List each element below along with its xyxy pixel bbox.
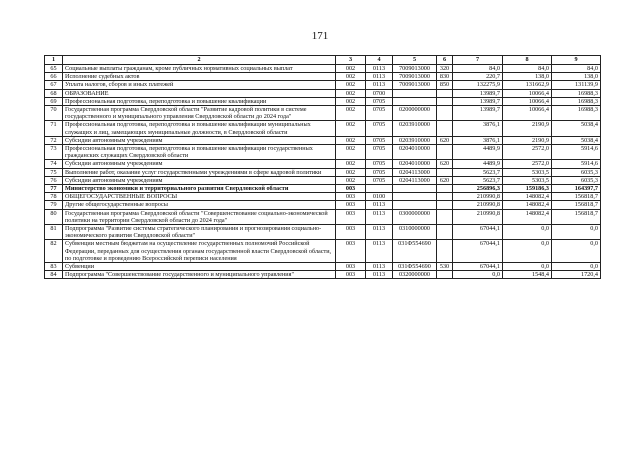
code-admin-cell: 003	[336, 240, 366, 263]
row-number-cell: 73	[45, 145, 63, 160]
row-name-cell: Субвенции местным бюджетам на осуществление государственных полномочий Российской Федерации, переданных для осуществления органам государственной власти Свердловской области, по подготовке и проведению Всероссийской переписи населения	[63, 240, 336, 263]
amount-year-1-cell: 220,7	[453, 73, 503, 81]
amount-year-3-cell: 5038,4	[552, 136, 601, 144]
amount-year-3-cell: 16988,3	[552, 106, 601, 121]
code-target-cell	[393, 201, 437, 209]
code-expense-cell	[437, 209, 453, 224]
table-row	[45, 263, 601, 271]
row-name-cell: Другие общегосударственные вопросы	[63, 201, 336, 209]
amount-year-1-cell: 3876,1	[453, 121, 503, 136]
row-number-cell: 67	[45, 81, 63, 89]
code-section-cell	[366, 185, 393, 193]
amount-year-2-cell: 5303,5	[503, 176, 552, 184]
code-expense-cell	[437, 225, 453, 240]
table-row	[45, 160, 601, 168]
amount-year-3-cell: 6035,3	[552, 168, 601, 176]
amount-year-3-cell: 131139,9	[552, 81, 601, 89]
amount-year-1-cell: 132275,9	[453, 81, 503, 89]
code-section-cell: 0113	[366, 271, 393, 279]
amount-year-3-cell: 156818,7	[552, 193, 601, 201]
code-section-cell: 0705	[366, 168, 393, 176]
row-name-cell: Государственная программа Свердловской области "Развитие кадровой политики в системе государственного и муниципального управления Свердловской области до 2024 года"	[63, 106, 336, 121]
code-admin-cell: 003	[336, 185, 366, 193]
code-expense-cell	[437, 97, 453, 105]
row-number-cell: 77	[45, 185, 63, 193]
code-admin-cell: 002	[336, 145, 366, 160]
amount-year-3-cell: 156818,7	[552, 201, 601, 209]
amount-year-3-cell: 5914,6	[552, 160, 601, 168]
row-name-cell: Министерство экономики и территориального развития Свердловской области	[63, 185, 336, 193]
code-section-cell: 0113	[366, 209, 393, 224]
code-expense-cell	[437, 121, 453, 136]
code-admin-cell: 002	[336, 136, 366, 144]
amount-year-1-cell: 13989,7	[453, 89, 503, 97]
code-section-cell: 0705	[366, 145, 393, 160]
amount-year-2-cell: 5303,5	[503, 168, 552, 176]
row-number-cell: 76	[45, 176, 63, 184]
code-target-cell: 0204113000	[393, 168, 437, 176]
amount-year-2-cell: 148082,4	[503, 209, 552, 224]
code-expense-cell	[437, 89, 453, 97]
amount-year-3-cell: 16988,3	[552, 89, 601, 97]
code-target-cell: 0203910000	[393, 136, 437, 144]
code-target-cell: 0204010000	[393, 160, 437, 168]
code-admin-cell: 003	[336, 225, 366, 240]
code-expense-cell	[437, 185, 453, 193]
amount-year-3-cell: 164397,7	[552, 185, 601, 193]
code-target-cell: 7009013000	[393, 73, 437, 81]
amount-year-2-cell: 148082,4	[503, 201, 552, 209]
code-section-cell: 0705	[366, 160, 393, 168]
table-row	[45, 168, 601, 176]
code-section-cell: 0705	[366, 106, 393, 121]
amount-year-1-cell: 67044,1	[453, 225, 503, 240]
code-section-cell: 0113	[366, 201, 393, 209]
amount-year-1-cell: 210990,8	[453, 201, 503, 209]
amount-year-2-cell: 2572,0	[503, 145, 552, 160]
table-row	[45, 73, 601, 81]
row-number-cell: 79	[45, 201, 63, 209]
table-row	[45, 106, 601, 121]
table-row	[45, 209, 601, 224]
table-row	[45, 193, 601, 201]
table-row	[45, 225, 601, 240]
amount-year-2-cell: 0,0	[503, 263, 552, 271]
row-number-cell: 80	[45, 209, 63, 224]
code-target-cell	[393, 185, 437, 193]
code-admin-cell: 002	[336, 121, 366, 136]
amount-year-3-cell: 6035,3	[552, 176, 601, 184]
code-section-cell: 0113	[366, 65, 393, 73]
amount-year-1-cell: 5623,7	[453, 176, 503, 184]
code-expense-cell	[437, 168, 453, 176]
code-admin-cell: 003	[336, 271, 366, 279]
table-row	[45, 240, 601, 263]
amount-year-2-cell: 159186,3	[503, 185, 552, 193]
row-name-cell: Подпрограмма "Развитие системы стратегического планирования и прогнозирования социально-экономического развития Свердловской области"	[63, 225, 336, 240]
row-name-cell: Профессиональная подготовка, переподготовка и повышение квалификации государственных гражданских служащих Свердловской области	[63, 145, 336, 160]
row-number-cell: 70	[45, 106, 63, 121]
amount-year-1-cell: 13989,7	[453, 106, 503, 121]
code-expense-cell: 850	[437, 81, 453, 89]
row-name-cell: Социальные выплаты гражданам, кроме публичных нормативных социальных выплат	[63, 65, 336, 73]
code-expense-cell: 620	[437, 176, 453, 184]
code-expense-cell	[437, 271, 453, 279]
amount-year-1-cell: 4489,9	[453, 145, 503, 160]
amount-year-2-cell: 148082,4	[503, 193, 552, 201]
code-section-cell: 0705	[366, 97, 393, 105]
code-section-cell: 0113	[366, 240, 393, 263]
code-target-cell: 0204113000	[393, 176, 437, 184]
amount-year-2-cell: 1548,4	[503, 271, 552, 279]
code-expense-cell	[437, 106, 453, 121]
row-number-cell: 83	[45, 263, 63, 271]
amount-year-3-cell: 138,0	[552, 73, 601, 81]
table-row	[45, 176, 601, 184]
code-target-cell: 031Ф554690	[393, 263, 437, 271]
row-name-cell: Профессиональная подготовка, переподготовка и повышение квалификации муниципальных служащих и лиц, замещающих муниципальные должности, в Свердловской области	[63, 121, 336, 136]
amount-year-1-cell: 210990,8	[453, 209, 503, 224]
amount-year-3-cell: 5914,6	[552, 145, 601, 160]
header-cell: 9	[552, 56, 601, 65]
row-number-cell: 78	[45, 193, 63, 201]
amount-year-1-cell: 0,0	[453, 271, 503, 279]
code-target-cell	[393, 89, 437, 97]
table-row	[45, 65, 601, 73]
amount-year-1-cell: 84,0	[453, 65, 503, 73]
code-target-cell: 0300000000	[393, 209, 437, 224]
amount-year-2-cell: 138,0	[503, 73, 552, 81]
row-number-cell: 75	[45, 168, 63, 176]
amount-year-2-cell: 84,0	[503, 65, 552, 73]
amount-year-2-cell: 0,0	[503, 240, 552, 263]
code-admin-cell: 003	[336, 193, 366, 201]
code-expense-cell: 620	[437, 136, 453, 144]
amount-year-1-cell: 3876,1	[453, 136, 503, 144]
code-expense-cell: 620	[437, 160, 453, 168]
row-name-cell: Государственная программа Свердловской области "Совершенствование социально-экономической политики на территории Свердловской области до 2024 года"	[63, 209, 336, 224]
table-header-row	[45, 56, 601, 65]
amount-year-3-cell: 1720,4	[552, 271, 601, 279]
code-target-cell: 0204010000	[393, 145, 437, 160]
amount-year-3-cell: 5038,4	[552, 121, 601, 136]
code-admin-cell: 002	[336, 73, 366, 81]
row-name-cell: Субсидии автономным учреждениям	[63, 136, 336, 144]
amount-year-3-cell: 0,0	[552, 263, 601, 271]
code-target-cell: 031Ф554690	[393, 240, 437, 263]
code-admin-cell: 002	[336, 81, 366, 89]
amount-year-1-cell: 5623,7	[453, 168, 503, 176]
code-admin-cell: 002	[336, 65, 366, 73]
code-section-cell: 0113	[366, 73, 393, 81]
code-expense-cell	[437, 193, 453, 201]
code-section-cell: 0705	[366, 136, 393, 144]
code-target-cell: 7009013000	[393, 81, 437, 89]
amount-year-2-cell: 10066,4	[503, 89, 552, 97]
code-expense-cell	[437, 201, 453, 209]
row-name-cell: Субсидии автономным учреждениям	[63, 176, 336, 184]
row-name-cell: Профессиональная подготовка, переподготовка и повышение квалификации	[63, 97, 336, 105]
row-number-cell: 74	[45, 160, 63, 168]
code-target-cell: 0310000000	[393, 225, 437, 240]
row-number-cell: 65	[45, 65, 63, 73]
code-section-cell: 0113	[366, 263, 393, 271]
code-target-cell: 7009013000	[393, 65, 437, 73]
row-name-cell: Субвенции	[63, 263, 336, 271]
row-number-cell: 66	[45, 73, 63, 81]
table-row	[45, 185, 601, 193]
code-admin-cell: 002	[336, 89, 366, 97]
amount-year-2-cell: 0,0	[503, 225, 552, 240]
header-cell: 6	[437, 56, 453, 65]
table-row	[45, 121, 601, 136]
row-name-cell: Подпрограмма "Совершенствование государственного и муниципального управления"	[63, 271, 336, 279]
amount-year-1-cell: 67044,1	[453, 240, 503, 263]
row-number-cell: 81	[45, 225, 63, 240]
code-section-cell: 0700	[366, 89, 393, 97]
header-cell: 1	[45, 56, 63, 65]
header-cell: 8	[503, 56, 552, 65]
amount-year-3-cell: 16988,3	[552, 97, 601, 105]
row-number-cell: 82	[45, 240, 63, 263]
amount-year-1-cell: 256896,3	[453, 185, 503, 193]
row-number-cell: 68	[45, 89, 63, 97]
code-target-cell	[393, 97, 437, 105]
amount-year-3-cell: 156818,7	[552, 209, 601, 224]
amount-year-1-cell: 4489,9	[453, 160, 503, 168]
code-admin-cell: 002	[336, 106, 366, 121]
code-expense-cell	[437, 145, 453, 160]
code-target-cell: 0203910000	[393, 121, 437, 136]
code-expense-cell: 320	[437, 65, 453, 73]
code-admin-cell: 002	[336, 97, 366, 105]
budget-table	[44, 55, 601, 279]
amount-year-3-cell: 0,0	[552, 225, 601, 240]
header-cell: 4	[366, 56, 393, 65]
row-name-cell: Выполнение работ, оказание услуг государственными учреждениями в сфере кадровой политики	[63, 168, 336, 176]
header-cell: 3	[336, 56, 366, 65]
table-row	[45, 271, 601, 279]
row-name-cell: ОБРАЗОВАНИЕ	[63, 89, 336, 97]
code-section-cell: 0705	[366, 121, 393, 136]
code-admin-cell: 002	[336, 168, 366, 176]
page-number: 171	[311, 30, 329, 42]
amount-year-2-cell: 10066,4	[503, 106, 552, 121]
amount-year-2-cell: 2190,9	[503, 136, 552, 144]
amount-year-1-cell: 67044,1	[453, 263, 503, 271]
table-row	[45, 136, 601, 144]
table-row	[45, 97, 601, 105]
row-number-cell: 72	[45, 136, 63, 144]
code-admin-cell: 002	[336, 160, 366, 168]
table-row	[45, 145, 601, 160]
header-cell: 2	[63, 56, 336, 65]
row-name-cell: Исполнение судебных актов	[63, 73, 336, 81]
row-name-cell: Субсидии автономным учреждениям	[63, 160, 336, 168]
amount-year-2-cell: 2190,9	[503, 121, 552, 136]
amount-year-2-cell: 10066,4	[503, 97, 552, 105]
amount-year-1-cell: 13989,7	[453, 97, 503, 105]
table-row	[45, 89, 601, 97]
table-row	[45, 81, 601, 89]
header-cell: 7	[453, 56, 503, 65]
amount-year-3-cell: 0,0	[552, 240, 601, 263]
row-name-cell: ОБЩЕГОСУДАРСТВЕННЫЕ ВОПРОСЫ	[63, 193, 336, 201]
code-expense-cell: 530	[437, 263, 453, 271]
amount-year-3-cell: 84,0	[552, 65, 601, 73]
code-expense-cell	[437, 240, 453, 263]
row-number-cell: 84	[45, 271, 63, 279]
table-row	[45, 201, 601, 209]
code-admin-cell: 003	[336, 263, 366, 271]
row-number-cell: 69	[45, 97, 63, 105]
row-number-cell: 71	[45, 121, 63, 136]
row-name-cell: Уплата налогов, сборов и иных платежей	[63, 81, 336, 89]
amount-year-1-cell: 210990,8	[453, 193, 503, 201]
code-section-cell: 0113	[366, 225, 393, 240]
code-section-cell: 0113	[366, 81, 393, 89]
amount-year-2-cell: 2572,0	[503, 160, 552, 168]
code-admin-cell: 003	[336, 209, 366, 224]
code-admin-cell: 003	[336, 201, 366, 209]
code-target-cell: 0320000000	[393, 271, 437, 279]
code-target-cell: 0200000000	[393, 106, 437, 121]
code-target-cell	[393, 193, 437, 201]
header-cell: 5	[393, 56, 437, 65]
code-expense-cell: 830	[437, 73, 453, 81]
code-section-cell: 0705	[366, 176, 393, 184]
code-admin-cell: 002	[336, 176, 366, 184]
amount-year-2-cell: 131662,9	[503, 81, 552, 89]
code-section-cell: 0100	[366, 193, 393, 201]
